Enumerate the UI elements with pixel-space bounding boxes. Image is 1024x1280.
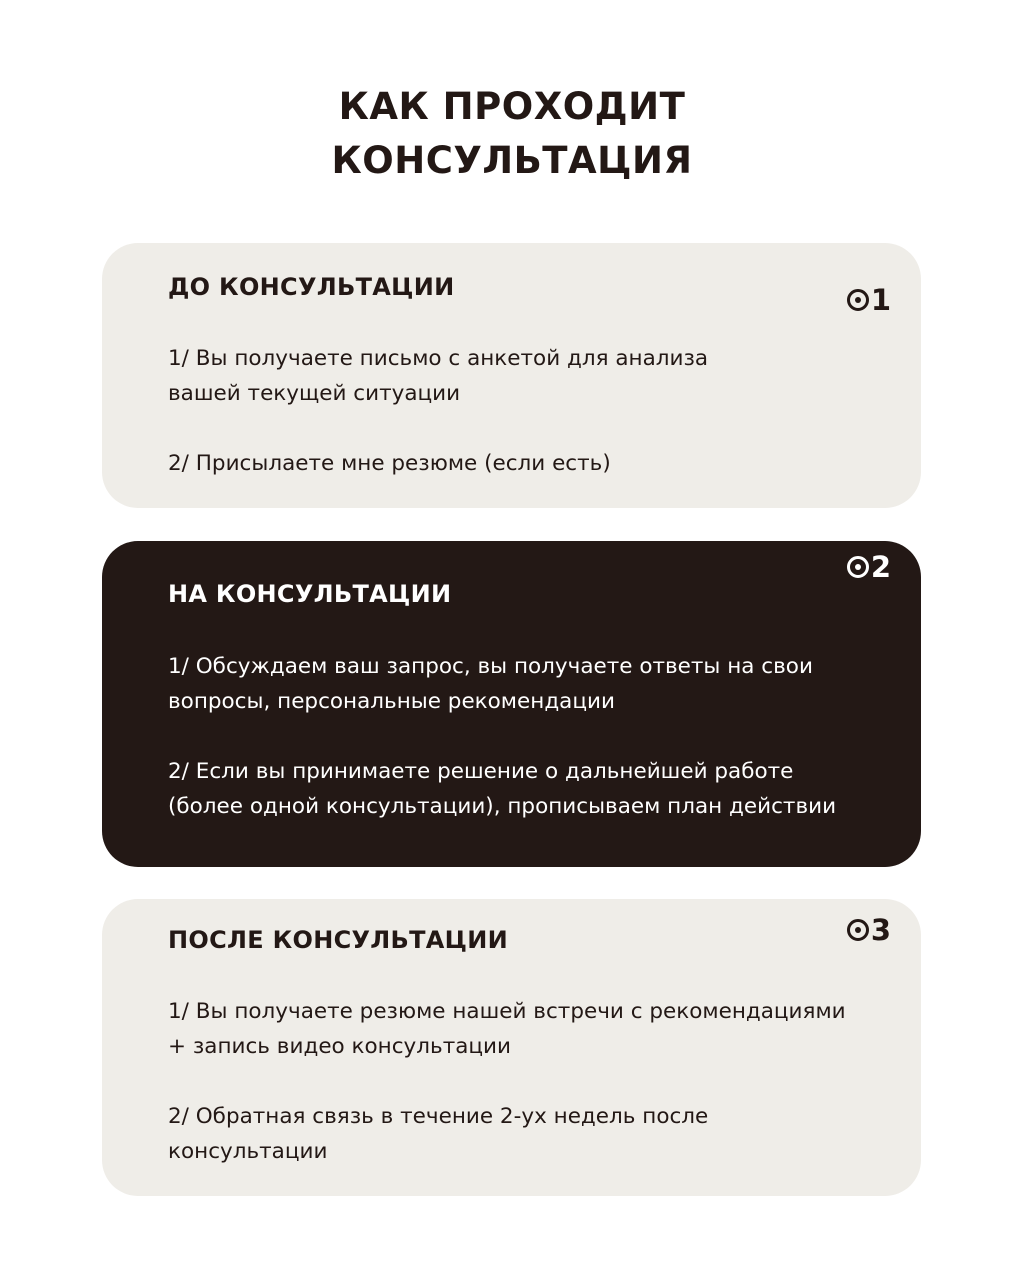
card-item-1 <box>168 341 908 411</box>
card-before-consultation <box>102 243 921 508</box>
circle-dot-zero-icon <box>847 289 869 311</box>
card-item-line: 2/ Присылаете мне резюме (если есть) <box>168 451 611 476</box>
circle-dot-zero-icon <box>847 919 869 941</box>
page-title-line-1: КАК ПРОХОДИТ <box>338 85 686 128</box>
card-item-line: 2/ Обратная связь в течение 2-ух недель после <box>168 1104 709 1129</box>
card-item-line: консультации <box>168 1139 328 1164</box>
card-item-1 <box>168 649 908 719</box>
card-item-line: вашей текущей ситуации <box>168 381 461 406</box>
page-title <box>0 80 1024 188</box>
card-number <box>847 283 891 317</box>
card-item-2 <box>168 754 908 824</box>
card-number <box>847 550 891 584</box>
card-item-line: вопросы, персональные рекомендации <box>168 689 615 714</box>
page-title-line-2: КОНСУЛЬТАЦИЯ <box>331 139 693 182</box>
card-heading: ПОСЛЕ КОНСУЛЬТАЦИИ <box>168 926 509 954</box>
card-item-1 <box>168 994 908 1064</box>
card-after-consultation <box>102 899 921 1196</box>
card-heading: НА КОНСУЛЬТАЦИИ <box>168 580 452 608</box>
card-item-2 <box>168 1099 908 1169</box>
card-number-digit: 1 <box>870 283 891 317</box>
card-item-line: (более одной консультации), прописываем план действии <box>168 794 837 819</box>
card-heading: ДО КОНСУЛЬТАЦИИ <box>168 273 455 301</box>
card-number-digit: 2 <box>870 550 891 584</box>
card-item-2 <box>168 446 908 481</box>
card-number-digit: 3 <box>870 913 891 947</box>
card-number <box>847 913 891 947</box>
circle-dot-zero-icon <box>847 556 869 578</box>
card-during-consultation <box>102 541 921 867</box>
card-item-line: 2/ Если вы принимаете решение о дальнейшей работе <box>168 759 794 784</box>
card-item-line: + запись видео консультации <box>168 1034 511 1059</box>
card-item-line: 1/ Обсуждаем ваш запрос, вы получаете ответы на свои <box>168 654 813 679</box>
card-item-line: 1/ Вы получаете резюме нашей встречи с рекомендациями <box>168 999 846 1024</box>
card-item-line: 1/ Вы получаете письмо с анкетой для анализа <box>168 346 709 371</box>
